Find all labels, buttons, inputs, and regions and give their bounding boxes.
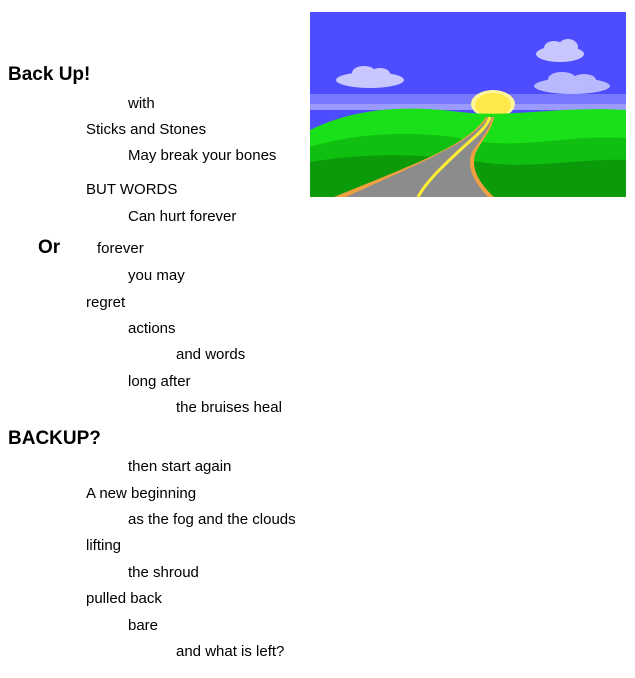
- poem-line: Can hurt forever: [128, 208, 237, 225]
- road-to-sunset-illustration: [310, 12, 626, 197]
- poem-line: A new beginning: [86, 485, 197, 502]
- poem-line: the bruises heal: [176, 399, 282, 416]
- poem-line: then start again: [128, 458, 232, 475]
- poem-line: you may: [128, 267, 185, 284]
- poem-line: and words: [176, 346, 246, 363]
- poem-line: and what is left?: [176, 643, 285, 660]
- heading-back-up: Back Up!: [8, 64, 91, 85]
- poem-line: long after: [128, 373, 191, 390]
- poem-line: with: [128, 95, 155, 112]
- poem-line: May break your bones: [128, 147, 277, 164]
- heading-backup: BACKUP?: [8, 428, 101, 449]
- poem-line: actions: [128, 320, 176, 337]
- poem-line: lifting: [86, 537, 122, 554]
- poem-line: the shroud: [128, 564, 199, 581]
- horizon-haze: [310, 94, 626, 104]
- poem-line: BUT WORDS: [86, 181, 178, 198]
- poem-line: regret: [86, 294, 126, 311]
- poem-line: forever: [97, 240, 144, 257]
- poem-line: as the fog and the clouds: [128, 511, 296, 528]
- poem-line: pulled back: [86, 590, 162, 607]
- heading-or: Or: [38, 237, 61, 258]
- poem-line: Sticks and Stones: [86, 121, 207, 138]
- poem-line: bare: [128, 617, 159, 634]
- horizon-haze: [310, 104, 626, 110]
